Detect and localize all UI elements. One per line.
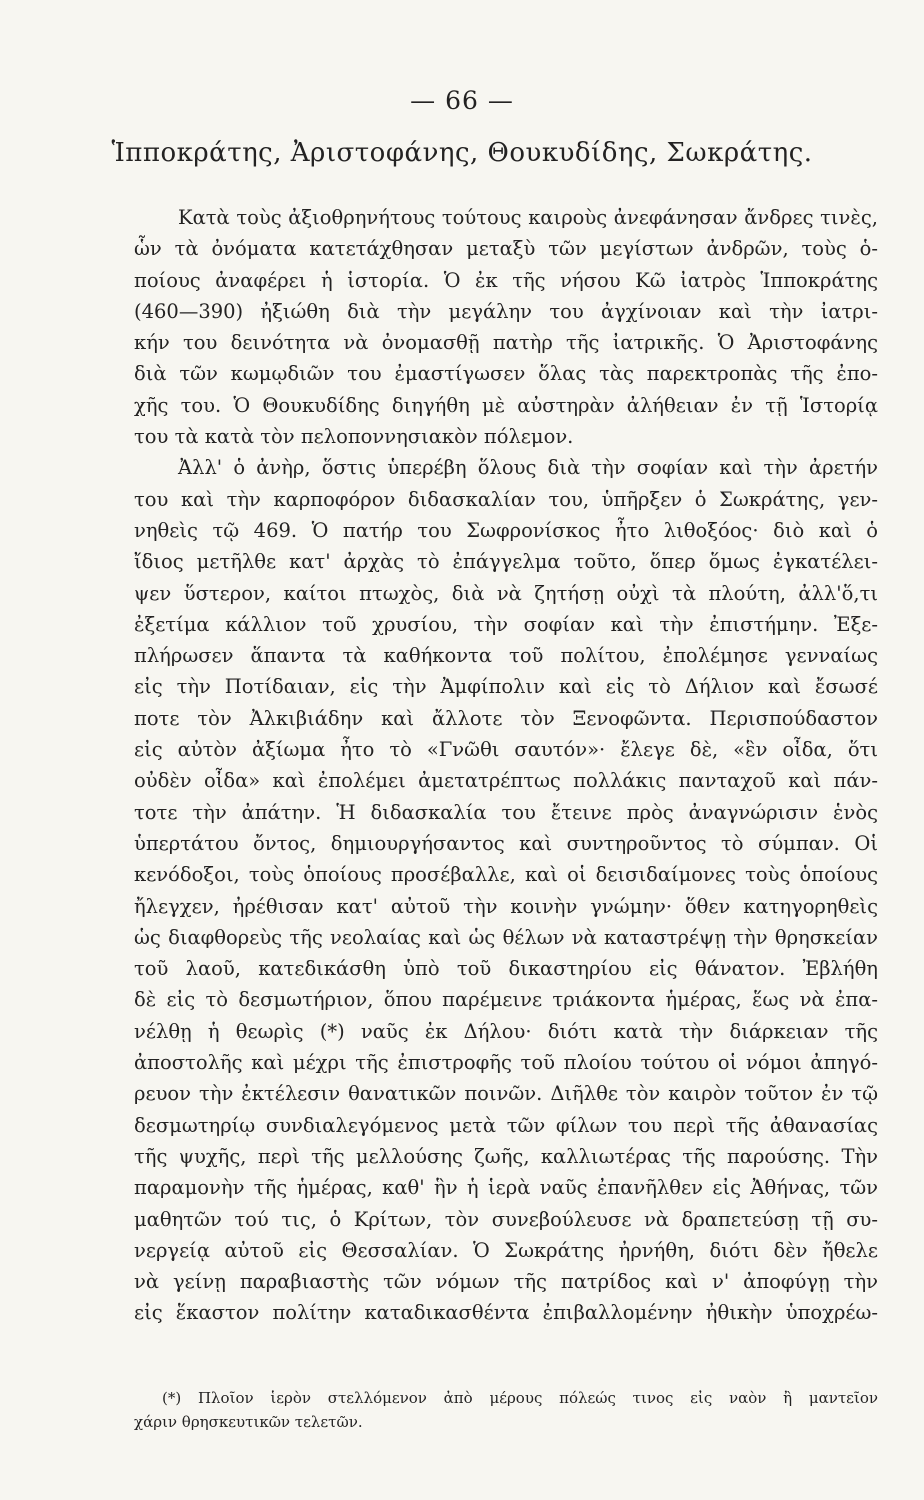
text-line: Ἀλλ' ὁ ἀνὴρ, ὅστις ὑπερέβη ὅλους διὰ τὴν σοφίαν καὶ τὴν ἀρετήν (178, 456, 878, 480)
text-line: νὰ γείνῃ παραβιαστὴς τῶν νόμων τῆς πατρίδος καὶ ν' ἀποφύγῃ τὴν (134, 1270, 878, 1294)
text-line: ποτε τὸν Ἀλκιβιάδην καὶ ἄλλοτε τὸν Ξενοφῶντα. Περισπούδαστον (134, 706, 878, 730)
text-line: εἰς τὴν Ποτίδαιαν, εἰς τὴν Ἀμφίπολιν καὶ εἰς τὸ Δήλιον καὶ ἔσωσέ (134, 675, 878, 699)
text-line: τοῦ λαοῦ, κατεδικάσθη ὑπὸ τοῦ δικαστηρίου εἰς θάνατον. Ἐβλήθη (134, 957, 878, 981)
text-line: πλήρωσεν ἅπαντα τὰ καθήκοντα τοῦ πολίτου, ἐπολέμησε γενναίως (134, 644, 878, 668)
footnote-line: χάριν θρησκευτικῶν τελετῶν. (134, 1413, 363, 1431)
chapter-heading: Ἱπποκράτης, Ἀριστοφάνης, Θουκυδίδης, Σωκράτης. (111, 138, 813, 168)
text-line: εἰς αὐτὸν ἀξίωμα ἦτο τὸ «Γνῶθι σαυτόν»· ἔλεγε δὲ, «ἓν οἶδα, ὅτι (134, 738, 878, 762)
text-line: του τὰ κατὰ τὸν πελοποννησιακὸν πόλεμον. (134, 425, 574, 449)
body-text (134, 202, 878, 1329)
text-line: ὧν τὰ ὀνόματα κατετάχθησαν μεταξὺ τῶν μεγίστων ἀνδρῶν, τοὺς ὁ- (134, 237, 878, 261)
text-line: τοτε τὴν ἀπάτην. Ἡ διδασκαλία του ἔτεινε πρὸς ἀναγνώρισιν ἑνὸς (134, 800, 878, 824)
text-line: νέλθῃ ἡ θεωρὶς (*) ναῦς ἐκ Δήλου· διότι κατὰ τὴν διάρκειαν τῆς (134, 1019, 878, 1043)
text-line: ἐξετίμα κάλλιον τοῦ χρυσίου, τὴν σοφίαν καὶ τὴν ἐπιστήμην. Ἐξε- (134, 612, 878, 636)
text-line: ψεν ὕστερον, καίτοι πτωχὸς, διὰ νὰ ζητήσῃ οὐχὶ τὰ πλούτη, ἀλλ'ὅ,τι (134, 581, 878, 605)
text-line: μαθητῶν τού τις, ὁ Κρίτων, τὸν συνεβούλευσε νὰ δραπετεύσῃ τῇ συ- (134, 1207, 878, 1231)
text-line: (460—390) ἠξιώθη διὰ τὴν μεγάλην του ἀγχίνοιαν καὶ τὴν ἰατρι- (134, 299, 878, 323)
text-line: ὡς διαφθορεὺς τῆς νεολαίας καὶ ὡς θέλων νὰ καταστρέψῃ τὴν θρησκείαν (134, 925, 878, 949)
text-line: οὐδὲν οἶδα» καὶ ἐπολέμει ἀμετατρέπτως πολλάκις πανταχοῦ καὶ πάν- (134, 769, 878, 793)
text-line: κήν του δεινότητα νὰ ὀνομασθῇ πατὴρ τῆς ἰατρικῆς. Ὁ Ἀριστοφάνης (134, 331, 878, 355)
text-line: ὑπερτάτου ὄντος, δημιουργήσαντος καὶ συντηροῦντος τὸ σύμπαν. Οἱ (134, 831, 878, 855)
footnote-line: (*) Πλοῖον ἱερὸν στελλόμενον ἀπὸ μέρους πόλεώς τινος εἰς ναὸν ἢ μαντεῖον (162, 1389, 878, 1407)
page-number: — 66 — (410, 86, 514, 115)
footnote (134, 1386, 878, 1434)
text-line: κενόδοξοι, τοὺς ὁποίους προσέβαλλε, καὶ οἱ δεισιδαίμονες τοὺς ὁποίους (134, 863, 878, 887)
text-line: ἴδιος μετῆλθε κατ' ἀρχὰς τὸ ἐπάγγελμα τοῦτο, ὅπερ ὅμως ἐγκατέλει- (134, 550, 878, 574)
text-line: Κατὰ τοὺς ἀξιοθρηνήτους τούτους καιροὺς ἀνεφάνησαν ἄνδρες τινὲς, (178, 206, 878, 229)
text-line: ἤλεγχεν, ἠρέθισαν κατ' αὐτοῦ τὴν κοινὴν γνώμην· ὅθεν κατηγορηθεὶς (134, 894, 878, 918)
text-line: χῆς του. Ὁ Θουκυδίδης διηγήθη μὲ αὐστηρὰν ἀλήθειαν ἐν τῇ Ἱστορίᾳ (134, 393, 878, 417)
text-line: εἰς ἕκαστον πολίτην καταδικασθέντα ἐπιβαλλομένην ἠθικὴν ὑποχρέω- (134, 1301, 878, 1325)
text-line: του καὶ τὴν καρποφόρον διδασκαλίαν του, ὑπῆρξεν ὁ Σωκράτης, γεν- (134, 487, 878, 511)
text-line: ρευον τὴν ἐκτέλεσιν θανατικῶν ποινῶν. Διῆλθε τὸν καιρὸν τοῦτον ἐν τῷ (134, 1082, 878, 1106)
text-line: διὰ τῶν κωμῳδιῶν του ἐμαστίγωσεν ὅλας τὰς παρεκτροπὰς τῆς ἐπο- (134, 362, 878, 386)
text-line: νηθεὶς τῷ 469. Ὁ πατήρ του Σωφρονίσκος ἦτο λιθοξόος· διὸ καὶ ὁ (134, 518, 878, 542)
text-line: δὲ εἰς τὸ δεσμωτήριον, ὅπου παρέμεινε τριάκοντα ἡμέρας, ἕως νὰ ἐπα- (134, 988, 878, 1012)
text-line: ἀποστολῆς καὶ μέχρι τῆς ἐπιστροφῆς τοῦ πλοίου τούτου οἱ νόμοι ἀπηγό- (134, 1051, 878, 1075)
text-line: νεργείᾳ αὐτοῦ εἰς Θεσσαλίαν. Ὁ Σωκράτης ἠρνήθη, διότι δὲν ἤθελε (134, 1238, 878, 1262)
text-line: ποίους ἀναφέρει ἡ ἱστορία. Ὁ ἐκ τῆς νήσου Κῶ ἰατρὸς Ἱπποκράτης (134, 268, 878, 292)
text-line: δεσμωτηρίῳ συνδιαλεγόμενος μετὰ τῶν φίλων του περὶ τῆς ἀθανασίας (134, 1113, 878, 1137)
text-line: παραμονὴν τῆς ἡμέρας, καθ' ἣν ἡ ἱερὰ ναῦς ἐπανῆλθεν εἰς Ἀθήνας, τῶν (134, 1176, 878, 1200)
text-line: τῆς ψυχῆς, περὶ τῆς μελλούσης ζωῆς, καλλιωτέρας τῆς παρούσης. Τὴν (134, 1144, 878, 1168)
